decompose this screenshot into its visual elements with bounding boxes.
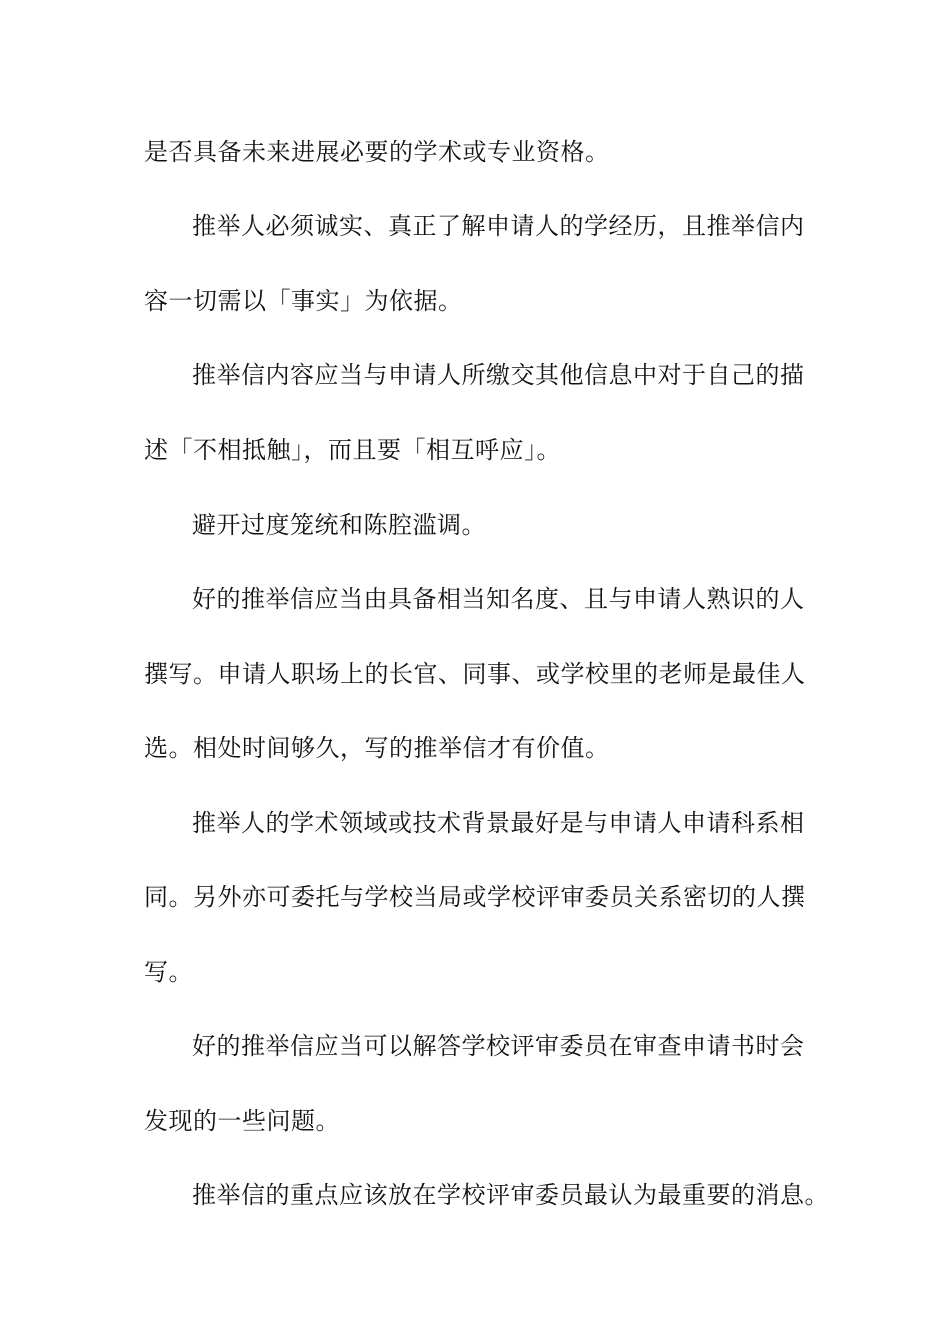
paragraph-line: 撰写。申请人职场上的长官、同事、或学校里的老师是最佳人	[144, 660, 806, 688]
paragraph-line: 写。	[144, 958, 193, 986]
paragraph-line: 选。相处时间够久，写的推举信才有价值。	[144, 734, 610, 762]
paragraph-line: 推举信的重点应该放在学校评审委员最认为最重要的消息。	[192, 1181, 829, 1209]
paragraph-line: 同。另外亦可委托与学校当局或学校评审委员关系密切的人撰	[144, 883, 806, 911]
paragraph-line: 发现的一些问题。	[144, 1107, 340, 1135]
paragraph-line: 是否具备未来进展必要的学术或专业资格。	[144, 138, 610, 166]
paragraph-line: 好的推举信应当由具备相当知名度、且与申请人熟识的人	[192, 585, 805, 613]
paragraph-line: 述「不相抵触」，而且要「相互呼应」。	[144, 436, 561, 464]
paragraph-line: 推举人的学术领域或技术背景最好是与申请人申请科系相	[192, 809, 805, 837]
paragraph-line: 好的推举信应当可以解答学校评审委员在审查申请书时会	[192, 1032, 805, 1060]
paragraph-line: 推举人必须诚实、真正了解申请人的学经历，且推举信内	[192, 212, 805, 240]
paragraph-line: 容一切需以「事实」为依据。	[144, 287, 463, 315]
paragraph-line: 推举信内容应当与申请人所缴交其他信息中对于自己的描	[192, 361, 805, 389]
paragraph-line: 避开过度笼统和陈腔滥调。	[192, 511, 486, 539]
